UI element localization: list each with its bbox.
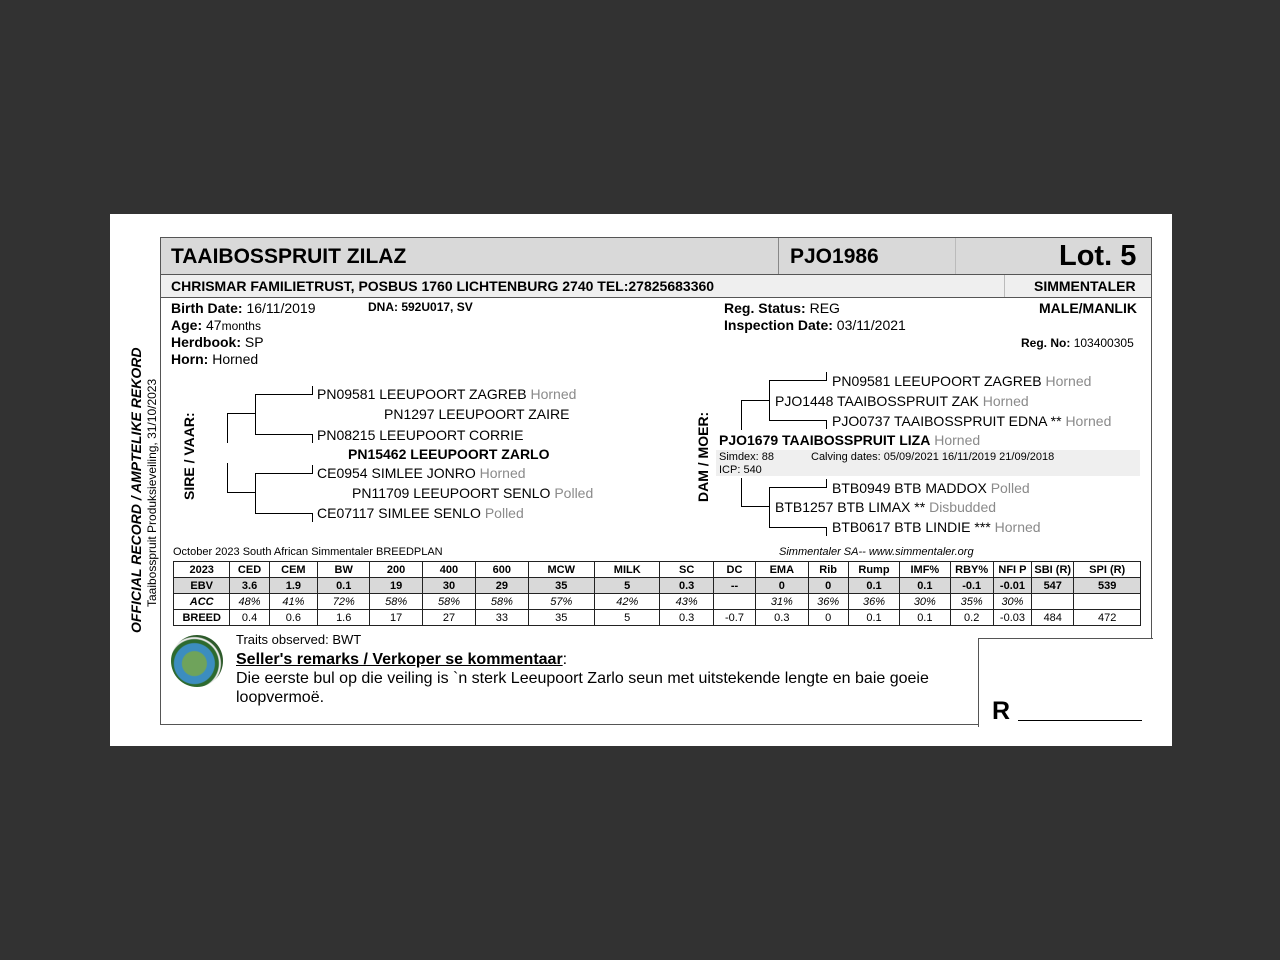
- table-cell: 43%: [660, 594, 713, 610]
- animal-code: PJO1986: [790, 245, 879, 268]
- table-cell: -0.1: [950, 578, 993, 594]
- table-cell: 547: [1032, 578, 1074, 594]
- table-cell: CED: [230, 562, 269, 578]
- owner-line: CHRISMAR FAMILIETRUST, POSBUS 1760 LICHTENBURG 2740 TEL:27825683360: [171, 278, 715, 294]
- price-line[interactable]: [1018, 720, 1142, 721]
- sire-sire-sire: PN09581 LEEUPOORT ZAGREB Horned: [317, 386, 577, 402]
- table-cell: 33: [476, 610, 528, 626]
- table-cell: SPI (R): [1074, 562, 1141, 578]
- table-cell: [1074, 594, 1141, 610]
- remarks-text-1: Die eerste bul op die veiling is `n sterk Leeupoort Zarlo seun met uitstekende lengte en baie goeie: [236, 670, 929, 687]
- ebv-table: [173, 561, 1141, 626]
- table-cell: 31%: [756, 594, 808, 610]
- table-cell: 58%: [476, 594, 528, 610]
- table-cell: MILK: [595, 562, 660, 578]
- table-cell: 0.1: [848, 578, 899, 594]
- table-cell: -0.03: [993, 610, 1031, 626]
- reg-status: Reg. Status: REG: [724, 300, 840, 316]
- row-label: 2023: [174, 562, 230, 578]
- table-cell: 0.3: [660, 610, 713, 626]
- remarks-text-2: loopvermoë.: [236, 689, 325, 706]
- table-cell: 0.4: [230, 610, 269, 626]
- sire-sire: PN1297 LEEUPOORT ZAIRE: [384, 406, 570, 422]
- table-cell: SBI (R): [1032, 562, 1074, 578]
- table-cell: 0.3: [756, 610, 808, 626]
- table-cell: IMF%: [900, 562, 950, 578]
- table-cell: 484: [1032, 610, 1074, 626]
- table-cell: 472: [1074, 610, 1141, 626]
- sire-sire-dam: PN08215 LEEUPOORT CORRIE: [317, 427, 524, 443]
- dam-dam-dam: BTB0617 BTB LINDIE *** Horned: [832, 519, 1041, 535]
- table-cell: 19: [370, 578, 422, 594]
- sire-dam: PN11709 LEEUPOORT SENLO Polled: [352, 485, 594, 501]
- lot-number: Lot. 5: [1059, 240, 1137, 272]
- table-cell: RBY%: [950, 562, 993, 578]
- table-cell: 30: [422, 578, 475, 594]
- table-cell: 600: [476, 562, 528, 578]
- table-cell: 0: [808, 578, 848, 594]
- table-cell: -0.01: [993, 578, 1031, 594]
- table-cell: 29: [476, 578, 528, 594]
- icp: ICP: 540: [719, 464, 762, 476]
- table-cell: 35: [528, 578, 594, 594]
- table-cell: 58%: [422, 594, 475, 610]
- sire-label: SIRE / VAAR:: [181, 412, 197, 500]
- simdex: Simdex: 88: [719, 451, 775, 463]
- table-cell: 0: [808, 610, 848, 626]
- reg-no: Reg. No: 103400305: [1021, 336, 1134, 350]
- dam-dam-sire: BTB0949 BTB MADDOX Polled: [832, 480, 1030, 496]
- table-cell: Rump: [848, 562, 899, 578]
- table-cell: EMA: [756, 562, 808, 578]
- dam-sire: PJO1448 TAAIBOSSPRUIT ZAK Horned: [775, 393, 1029, 409]
- table-cell: 3.6: [230, 578, 269, 594]
- dam-name: PJO1679 TAAIBOSSPRUIT LIZA Horned: [719, 432, 981, 448]
- price-label: R: [992, 697, 1011, 725]
- table-cell: 42%: [595, 594, 660, 610]
- table-row: [174, 578, 1141, 594]
- auction-label: Taaibosspruit Produksieveiling, 31/10/2023: [145, 378, 159, 607]
- horn: Horn: Horned: [171, 351, 259, 367]
- table-cell: 0.1: [848, 610, 899, 626]
- breed-label: SIMMENTALER: [1034, 278, 1136, 294]
- calving-dates: Calving dates: 05/09/2021 16/11/2019 21/09/2018: [811, 451, 1055, 463]
- birth-date: Birth Date: 16/11/2019: [171, 300, 316, 316]
- table-cell: [713, 594, 755, 610]
- table-cell: 0.1: [900, 578, 950, 594]
- row-label: EBV: [174, 578, 230, 594]
- dam-dam: BTB1257 BTB LIMAX ** Disbudded: [775, 499, 997, 515]
- table-row: [174, 562, 1141, 578]
- table-cell: CEM: [269, 562, 317, 578]
- table-cell: 36%: [848, 594, 899, 610]
- table-cell: 36%: [808, 594, 848, 610]
- table-cell: 5: [595, 578, 660, 594]
- animal-name: TAAIBOSSPRUIT ZILAZ: [171, 245, 407, 268]
- sire-name: PN15462 LEEUPOORT ZARLO: [348, 446, 550, 462]
- table-cell: 72%: [318, 594, 370, 610]
- table-cell: BW: [318, 562, 370, 578]
- herdbook: Herdbook: SP: [171, 334, 264, 350]
- table-cell: 35: [528, 610, 594, 626]
- table-cell: 539: [1074, 578, 1141, 594]
- table-cell: MCW: [528, 562, 594, 578]
- simmentaler-logo: [171, 635, 223, 687]
- row-label: BREED: [174, 610, 230, 626]
- table-cell: 0.2: [950, 610, 993, 626]
- table-cell: 0.3: [660, 578, 713, 594]
- sex: MALE/MANLIK: [1039, 300, 1137, 316]
- table-cell: SC: [660, 562, 713, 578]
- sire-dam-dam: CE07117 SIMLEE SENLO Polled: [317, 505, 524, 521]
- table-cell: 1.6: [318, 610, 370, 626]
- inspection-date: Inspection Date: 03/11/2021: [724, 317, 906, 333]
- table-cell: 30%: [900, 594, 950, 610]
- table-cell: 200: [370, 562, 422, 578]
- breedplan-caption: October 2023 South African Simmentaler BREEDPLAN: [173, 546, 443, 558]
- breedplan-source: Simmentaler SA-- www.simmentaler.org: [779, 546, 974, 558]
- table-cell: NFI P: [993, 562, 1031, 578]
- official-record-label: OFFICIAL RECORD / AMPTELIKE REKORD: [128, 347, 144, 633]
- table-cell: 0.1: [318, 578, 370, 594]
- age: Age: 47months: [171, 317, 261, 333]
- table-cell: 41%: [269, 594, 317, 610]
- table-cell: 0: [756, 578, 808, 594]
- table-cell: -0.7: [713, 610, 755, 626]
- table-cell: 0.1: [900, 610, 950, 626]
- dam-sire-sire: PN09581 LEEUPOORT ZAGREB Horned: [832, 373, 1092, 389]
- dna-info: DNA: 592U017, SV: [368, 300, 473, 314]
- table-cell: 1.9: [269, 578, 317, 594]
- table-cell: --: [713, 578, 755, 594]
- dam-label: DAM / MOER:: [695, 411, 711, 502]
- remarks-title: Seller's remarks / Verkoper se kommentaar:: [236, 651, 568, 668]
- table-cell: 27: [422, 610, 475, 626]
- table-cell: 57%: [528, 594, 594, 610]
- table-cell: 0.6: [269, 610, 317, 626]
- table-cell: 17: [370, 610, 422, 626]
- dam-sire-dam: PJO0737 TAAIBOSSPRUIT EDNA ** Horned: [832, 413, 1112, 429]
- table-cell: DC: [713, 562, 755, 578]
- sire-dam-sire: CE0954 SIMLEE JONRO Horned: [317, 465, 526, 481]
- table-cell: 400: [422, 562, 475, 578]
- table-cell: Rib: [808, 562, 848, 578]
- table-cell: [1032, 594, 1074, 610]
- table-cell: 35%: [950, 594, 993, 610]
- table-cell: 30%: [993, 594, 1031, 610]
- row-label: ACC: [174, 594, 230, 610]
- table-row: [174, 610, 1141, 626]
- table-cell: 58%: [370, 594, 422, 610]
- table-cell: 5: [595, 610, 660, 626]
- table-row: [174, 594, 1141, 610]
- traits-observed: Traits observed: BWT: [236, 632, 362, 647]
- table-cell: 48%: [230, 594, 269, 610]
